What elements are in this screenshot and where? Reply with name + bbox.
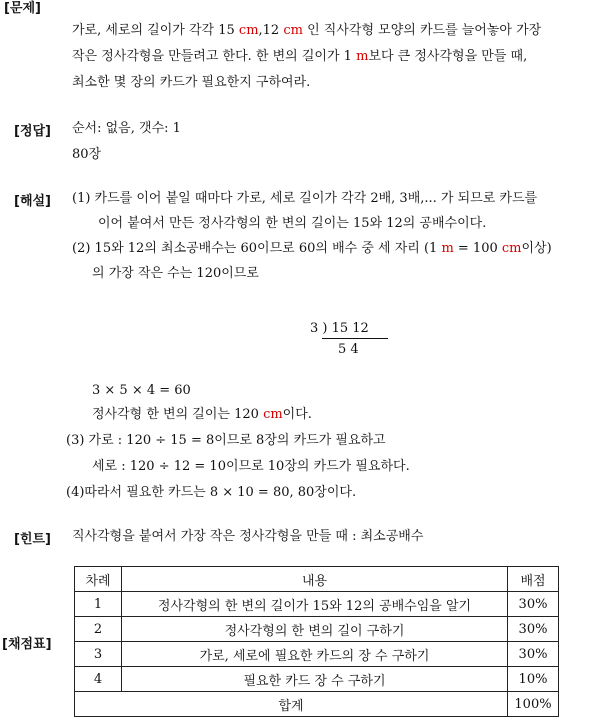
explanation-side [92,406,312,424]
explanation-p1-a: (1) 카드를 이어 붙일 때마다 가로, 세로 길이가 각각 2배, 3배,... 가 되므로 카드를 [72,191,538,206]
division-rule [322,338,388,339]
unit-cm: cm [238,23,259,38]
explanation-p4: (4)따라서 필요한 카드는 8 × 10 = 80, 80장이다. [66,485,357,500]
problem-line-3: 최소한 몇 장의 카드가 필요한지 구하여라. [72,75,311,90]
total-label: 합계 [75,692,508,717]
header-content: 내용 [122,567,508,592]
explanation-text: 이다. [282,407,312,422]
explanation-text: 정사각형 한 변의 길이는 120 [92,407,264,422]
header-order: 차례 [75,567,122,592]
explanation-text: 이상) [521,241,552,256]
table-row [75,667,559,692]
table-header-row [75,567,559,592]
header-score: 배점 [508,567,559,592]
division-bottom: 5 4 [338,342,359,357]
table-row [75,592,559,617]
explanation-p2-b: 의 가장 작은 수는 120이므로 [92,266,259,281]
explanation-calc: 3 × 5 × 4 = 60 [92,383,191,398]
row-content: 필요한 카드 장 수 구하기 [122,667,508,692]
row-number: 3 [75,642,122,667]
problem-line-2 [72,48,527,66]
problem-text: ,12 [258,23,284,38]
unit-m: m [441,241,454,256]
unit-cm: cm [263,407,283,422]
explanation-p2-a [72,240,552,258]
table-row [75,617,559,642]
explanation-text: (2) 15와 12의 최소공배수는 60이므로 60의 배수 중 세 자리 (1 [72,241,442,256]
row-score: 10% [508,667,559,692]
hint-label: [힌트] [14,532,51,547]
row-score: 30% [508,592,559,617]
rubric-label: [채점표] [2,637,52,652]
division-top: 3 ) 15 12 [310,321,369,336]
row-number: 2 [75,617,122,642]
answer-line-1: 순서: 없음, 갯수: 1 [72,121,181,136]
problem-label: [문제] [4,1,41,16]
problem-text: 가로, 세로의 길이가 각각 15 [72,23,239,38]
problem-text: 인 직사각형 모양의 카드를 늘어놓아 가장 [302,23,542,38]
unit-cm: cm [283,23,303,38]
table-row [75,642,559,667]
explanation-text: = 100 [453,241,502,256]
explanation-label: [해설] [14,194,51,209]
explanation-p3-b: 세로 : 120 ÷ 12 = 10이므로 10장의 카드가 필요하다. [92,459,410,474]
total-score: 100% [508,692,559,717]
problem-line-1 [72,22,541,40]
answer-label: [정답] [14,124,51,139]
problem-text: 작은 정사각형을 만들려고 한다. 한 변의 길이가 1 [72,49,357,64]
answer-line-2: 80장 [72,147,102,162]
explanation-p3-a: (3) 가로 : 120 ÷ 15 = 8이므로 8장의 카드가 필요하고 [66,433,386,448]
row-score: 30% [508,642,559,667]
row-number: 4 [75,667,122,692]
problem-text: 보다 큰 정사각형을 만들 때, [368,49,528,64]
unit-m: m [356,49,369,64]
unit-cm: cm [501,241,522,256]
row-score: 30% [508,617,559,642]
row-content: 정사각형의 한 변의 길이가 15와 12의 공배수임을 알기 [122,592,508,617]
row-content: 가로, 세로에 필요한 카드의 장 수 구하기 [122,642,508,667]
rubric-table [74,566,559,717]
row-number: 1 [75,592,122,617]
explanation-p1-b: 이어 붙여서 만든 정사각형의 한 변의 길이는 15와 12의 공배수이다. [98,216,487,231]
hint-text: 직사각형을 붙여서 가장 작은 정사각형을 만들 때 : 최소공배수 [72,529,424,544]
row-content: 정사각형의 한 변의 길이 구하기 [122,617,508,642]
table-total-row [75,692,559,717]
